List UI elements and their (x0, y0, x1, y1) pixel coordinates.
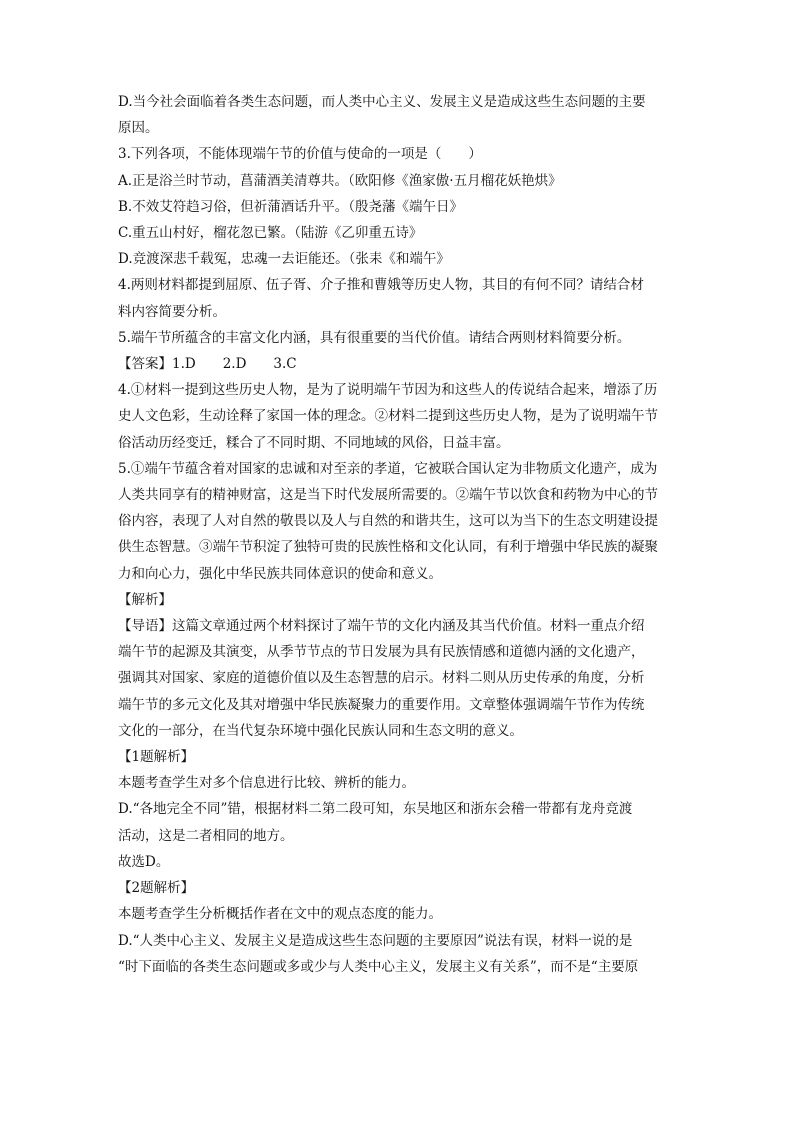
answer-4-line-1: 4.①材料一提到这些历史人物，是为了说明端午节因为和这些人的传说结合起来，增添了历 (118, 382, 658, 399)
q1-analysis-heading: 【1题解析】 (118, 749, 195, 766)
q1-analysis-line-2: 活动，这是二者相同的地方。 (118, 827, 294, 844)
guide-line-3: 强调其对国家、家庭的道德价值以及生态智慧的启示。材料二则从历史传承的角度，分析 (118, 670, 645, 687)
answer-5-line-4: 供生态智慧。③端午节积淀了独特可贵的民族性格和文化认同，有利于增强中华民族的凝聚 (118, 539, 658, 556)
q3-option-c: C.重五山村好，榴花忽已繁。（陆游《乙卯重五诗》 (118, 225, 423, 242)
q3-option-a: A.正是浴兰时节动，菖蒲酒美清尊共。（欧阳修《渔家傲·五月榴花妖艳烘》 (118, 172, 562, 189)
question-5: 5.端午节所蕴含的丰富文化内涵，具有很重要的当代价值。请结合两则材料简要分析。 (118, 329, 631, 346)
q1-analysis-intro: 本题考查学生对多个信息进行比较、辨析的能力。 (118, 775, 415, 792)
option-d-line-1: D.当今社会面临着各类生态问题，而人类中心主义、发展主义是造成这些生态问题的主要 (118, 94, 646, 110)
answer-4-line-2: 史人文色彩，生动诠释了家国一体的理念。②材料二提到这些历史人物，是为了说明端午节 (118, 408, 658, 425)
q2-analysis-heading: 【2题解析】 (118, 880, 195, 897)
guide-line-2: 端午节的起源及其演变，从季节节点的节日发展为具有民族情感和道德内涵的文化遗产， (118, 644, 645, 661)
guide-line-4: 端午节的多元文化及其对增强中华民族凝聚力的重要作用。文章整体强调端午节作为传统 (118, 696, 645, 713)
option-d-line-2: 原因。 (118, 120, 159, 137)
answer-4-line-3: 俗活动历经变迁，糅合了不同时期、不同地域的风俗，日益丰富。 (118, 434, 510, 451)
answer-5-line-5: 力和向心力，强化中华民族共同体意识的使命和意义。 (118, 565, 442, 582)
answer-5-line-1: 5.①端午节蕴含着对国家的忠诚和对至亲的孝道，它被联合国认定为非物质文化遗产，成为 (118, 460, 658, 477)
question-4-line-2: 料内容简要分析。 (118, 303, 226, 320)
q2-analysis-line-2: “时下面临的各类生态问题或多或少与人类中心主义，发展主义有关系”，而不是“主要原 (118, 958, 639, 975)
question-3: 3.下列各项，不能体现端午节的价值与使命的一项是（ ） (118, 146, 482, 163)
answer-5-line-2: 人类共同享有的精神财富，这是当下时代发展所需要的。②端午节以饮食和药物为中心的节 (118, 487, 658, 504)
q2-analysis-line-1: D.“人类中心主义、发展主义是造成这些生态问题的主要原因”说法有误，材料一说的是 (118, 932, 633, 949)
q1-choice: 故选D。 (118, 853, 170, 870)
document-page (118, 89, 678, 980)
q3-option-b: B.不效艾符趋习俗，但祈蒲酒话升平。（殷尧藩《端午日》 (118, 198, 463, 215)
analysis-heading: 【解析】 (118, 591, 172, 608)
guide-line-1: 【导语】这篇文章通过两个材料探讨了端午节的文化内涵及其当代价值。材料一重点介绍 (118, 618, 645, 635)
q1-analysis-line-1: D.“各地完全不同”错，根据材料二第二段可知，东吴地区和浙东会稽一带都有龙舟竞渡 (118, 801, 633, 818)
guide-line-5: 文化的一部分，在当代复杂环境中强化民族认同和生态文明的意义。 (118, 722, 523, 739)
answer-5-line-3: 俗内容，表现了人对自然的敬畏以及人与自然的和谐共生，这可以为当下的生态文明建设提 (118, 513, 658, 530)
question-4-line-1: 4.两则材料都提到屈原、伍子胥、介子推和曹娥等历史人物，其目的有何不同？请结合材 (118, 277, 644, 294)
q2-analysis-intro: 本题考查学生分析概括作者在文中的观点态度的能力。 (118, 906, 442, 923)
q3-option-d: D.竞渡深悲千载冤，忠魂一去讵能还。（张耒《和端午》 (118, 251, 450, 268)
answer-heading: 【答案】1.D 2.D 3.C (118, 356, 297, 373)
